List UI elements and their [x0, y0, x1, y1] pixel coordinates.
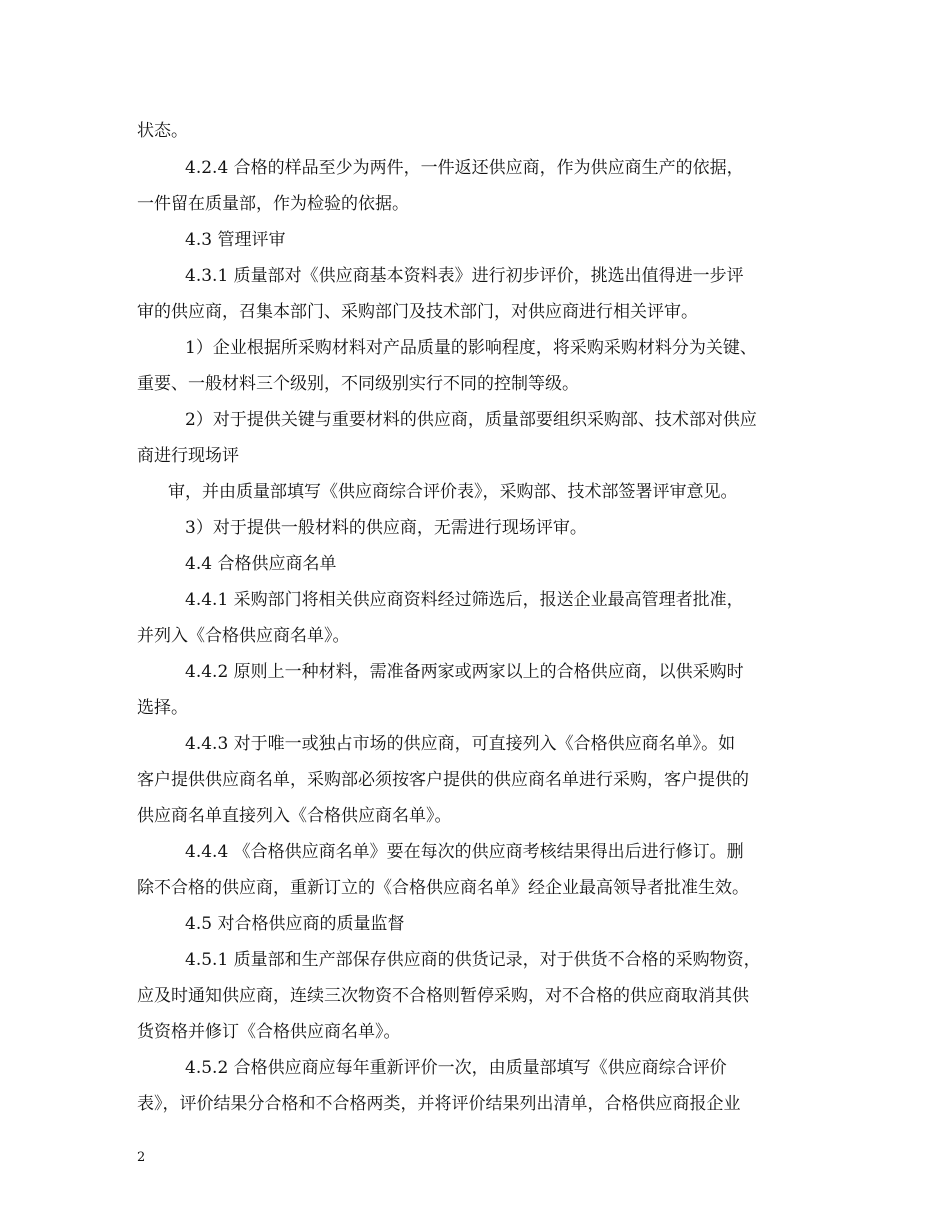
text-line: 4.3.1 质量部对《供应商基本资料表》进行初步评价，挑选出值得进一步评: [185, 266, 744, 286]
text-line: 表》，评价结果分合格和不合格两类，并将评价结果列出清单，合格供应商报企业: [137, 1094, 741, 1114]
text-line: 审的供应商，召集本部门、采购部门及技术部门，对供应商进行相关评审。: [137, 302, 698, 322]
text-line: 并列入《合格供应商名单》。: [137, 626, 350, 646]
text-line: 2）对于提供关键与重要材料的供应商，质量部要组织采购部、技术部对供应: [185, 410, 757, 430]
text-line: 4.5.2 合格供应商应每年重新评价一次，由质量部填写《供应商综合评价: [185, 1058, 727, 1078]
text-line: 货资格并修订《合格供应商名单》。: [137, 1022, 401, 1042]
text-line: 4.4.3 对于唯一或独占市场的供应商，可直接列入《合格供应商名单》。如: [185, 734, 736, 754]
text-line: 4.4.1 采购部门将相关供应商资料经过筛选后，报送企业最高管理者批准，: [185, 590, 744, 610]
text-line: 3）对于提供一般材料的供应商，无需进行现场评审。: [185, 518, 587, 538]
text-line: 1）企业根据所采购材料对产品质量的影响程度，将采购采购材料分为关键、: [185, 338, 757, 358]
text-line: 客户提供供应商名单，采购部必须按客户提供的供应商名单进行采购，客户提供的: [137, 770, 749, 790]
section-heading: 4.4 合格供应商名单: [185, 554, 337, 574]
text-line: 供应商名单直接列入《合格供应商名单》。: [137, 806, 452, 826]
text-line: 4.2.4 合格的样品至少为两件，一件返还供应商，作为供应商生产的依据，: [185, 158, 744, 178]
section-heading: 4.3 管理评审: [185, 230, 286, 250]
text-line: 除不合格的供应商，重新订立的《合格供应商名单》经企业最高领导者批准生效。: [137, 878, 749, 898]
text-line: 选择。: [137, 698, 188, 718]
text-line: 重要、一般材料三个级别，不同级别实行不同的控制等级。: [137, 374, 579, 394]
page-number: 2: [137, 1150, 146, 1165]
text-line: 审，并由质量部填写《供应商综合评价表》，采购部、技术部签署评审意见。: [168, 482, 738, 502]
text-line: 一件留在质量部，作为检验的依据。: [137, 194, 409, 214]
text-line: 应及时通知供应商，连续三次物资不合格则暂停采购，对不合格的供应商取消其供: [137, 986, 749, 1006]
text-line: 4.5.1 质量部和生产部保存供应商的供货记录，对于供货不合格的采购物资，: [185, 950, 761, 970]
section-heading: 4.5 对合格供应商的质量监督: [185, 914, 405, 934]
text-line: 商进行现场评: [137, 446, 239, 466]
text-line: 状态。: [137, 121, 188, 141]
text-line: 4.4.2 原则上一种材料，需准备两家或两家以上的合格供应商，以供采购时: [185, 662, 744, 682]
text-line: 4.4.4 《合格供应商名单》要在每次的供应商考核结果得出后进行修订。删: [185, 842, 744, 862]
